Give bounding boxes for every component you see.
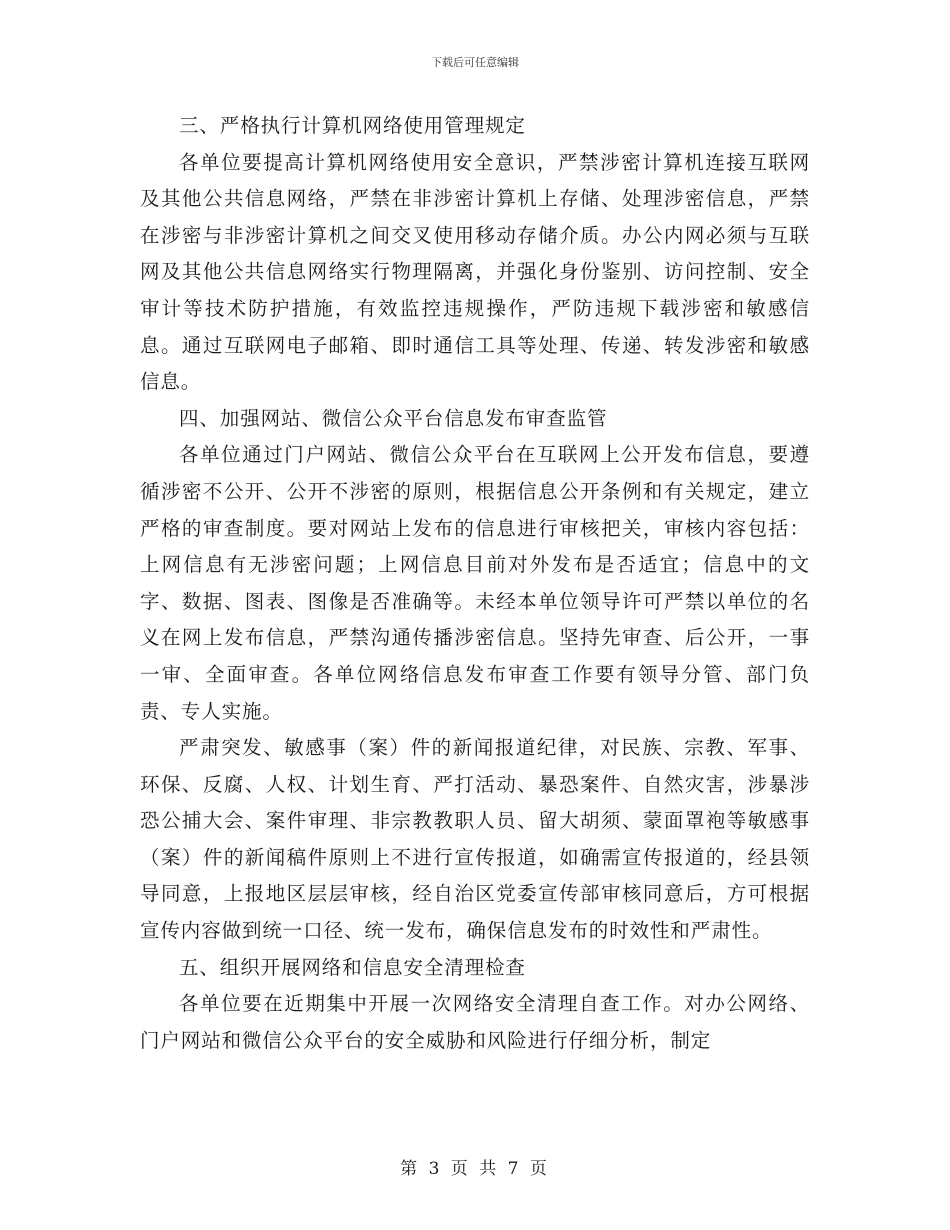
paragraph: 各单位通过门户网站、微信公众平台在互联网上公开发布信息，要遵循涉密不公开、公开不涉密的原则，根据信息公开条例和有关规定，建立严格的审查制度。要对网站上发布的信息进行审核把关，审核内容包括：上网信息有无涉密问题；上网信息目前对外发布是否适宜；信息中的文字、数据、图表、图像是否准确等。未经本单位领导许可严禁以单位的名义在网上发布信息，严禁沟通传播涉密信息。坚持先审查、后公开，一事一审、全面审查。各单位网络信息发布审查工作要有领导分管、部门负责、专人实施。 [140, 443, 810, 723]
paragraph: 严肃突发、敏感事（案）件的新闻报道纪律，对民族、宗教、军事、环保、反腐、人权、计划生育、严打活动、暴恐案件、自然灾害，涉暴涉恐公捕大会、案件审理、非宗教教职人员、留大胡须、蒙面罩袍等敏感事（案）件的新闻稿件原则上不进行宣传报道，如确需宣传报道的，经县领导同意，上报地区层层审核，经自治区党委宣传部审核同意后，方可根据宣传内容做到统一口径、统一发布，确保信息发布的时效性和严肃性。 [140, 736, 810, 943]
document-body [140, 108, 810, 1059]
section-heading-4: 四、加强网站、微信公众平台信息发布审查监管 [179, 406, 608, 430]
page-header: 下载后可任意编辑 [431, 56, 519, 69]
paragraph: 各单位要提高计算机网络使用安全意识，严禁涉密计算机连接互联网及其他公共信息网络，严禁在非涉密计算机上存储、处理涉密信息，严禁在涉密与非涉密计算机之间交叉使用移动存储介质。办公内网必须与互联网及其他公共信息网络实行物理隔离，并强化身份鉴别、访问控制、安全审计等技术防护措施，有效监控违规操作，严防违规下载涉密和敏感信息。通过互联网电子邮箱、即时通信工具等处理、传递、转发涉密和敏感信息。 [140, 150, 810, 394]
paragraph: 各单位要在近期集中开展一次网络安全清理自查工作。对办公网络、门户网站和微信公众平台的安全威胁和风险进行仔细分析，制定 [140, 992, 810, 1052]
section-heading-3: 三、严格执行计算机网络使用管理规定 [179, 114, 526, 137]
page-footer: 第 3 页 共 7 页 [400, 1159, 550, 1179]
section-heading-5: 五、组织开展网络和信息安全清理检查 [179, 955, 526, 979]
